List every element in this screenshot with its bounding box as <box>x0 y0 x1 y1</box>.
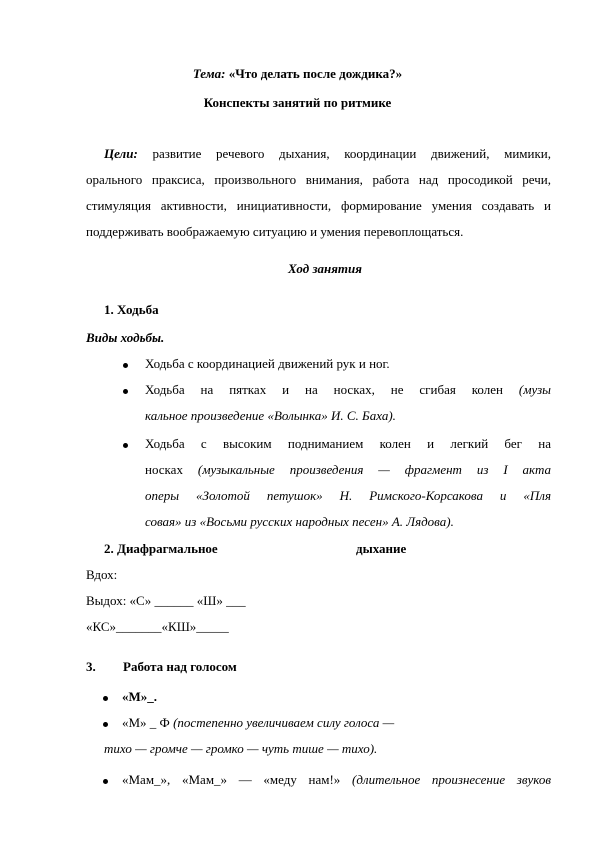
goals-line-4: поддерживать воображаемую ситуацию и умения перевоплощаться. <box>86 224 464 239</box>
bullet-icon <box>123 443 128 448</box>
list-item-continuation: тихо — громче — громко — чуть тише — тихо). <box>104 741 378 756</box>
section1-subheading: Виды ходьбы. <box>86 330 165 345</box>
section2-heading-right: дыхание <box>356 541 407 556</box>
breath-line: «КС»_______«КШ»_____ <box>86 619 229 634</box>
bullet-icon <box>103 779 108 784</box>
section2-heading: 2. Диафрагмальное <box>104 541 218 556</box>
list-item: Ходьба с высоким подниманием колен и легкий бег на <box>145 436 551 451</box>
theme-label: Тема: <box>192 66 226 81</box>
subtitle: Конспекты занятий по ритмике <box>203 95 392 110</box>
goals-line-3: стимуляция активности, инициативности, формирование умения создавать и <box>86 198 551 213</box>
list-item-continuation: кальное произведение «Волынка» И. С. Баха). <box>145 408 396 423</box>
list-item: «М» _ Ф (постепенно увеличиваем силу голоса — <box>122 715 395 730</box>
page-title <box>0 66 595 82</box>
goals-line-2: орального праксиса, произвольного внимания, работа над просодикой речи, <box>86 172 551 187</box>
list-item-continuation: носках (музыкальные произведения — фрагмент из I акта <box>145 462 552 477</box>
bullet-icon <box>123 389 128 394</box>
list-item-continuation: совая» из «Восьми русских народных песен» А. Лядова). <box>145 514 454 529</box>
list-item: «М»_. <box>122 689 158 704</box>
goals-line-1 <box>104 146 551 162</box>
list-item: Ходьба с координацией движений рук и ног. <box>145 356 390 371</box>
section1-heading: 1. Ходьба <box>104 302 159 317</box>
goals-text-1: развитие речевого дыхания, координации движений, мимики, <box>152 146 551 161</box>
section3-number: 3. <box>86 659 96 674</box>
goals-label: Цели: <box>104 146 138 161</box>
theme-title: «Что делать после дождика?» <box>228 66 403 81</box>
list-item-continuation: оперы «Золотой петушок» Н. Римского-Корсакова и «Пля <box>145 488 551 503</box>
breath-line: Выдох: «С» ______ «Ш» ___ <box>86 593 246 608</box>
list-item: Ходьба на пятках и на носках, не сгибая колен (музы <box>145 382 551 397</box>
course-heading: Ход занятия <box>288 261 362 276</box>
bullet-icon <box>103 696 108 701</box>
list-item: «Мам_», «Мам_» — «меду нам!» (длительное произнесение звуков <box>122 772 551 787</box>
section3-heading: Работа над голосом <box>123 659 237 674</box>
bullet-icon <box>103 722 108 727</box>
bullet-icon <box>123 363 128 368</box>
breath-line: Вдох: <box>86 567 118 582</box>
